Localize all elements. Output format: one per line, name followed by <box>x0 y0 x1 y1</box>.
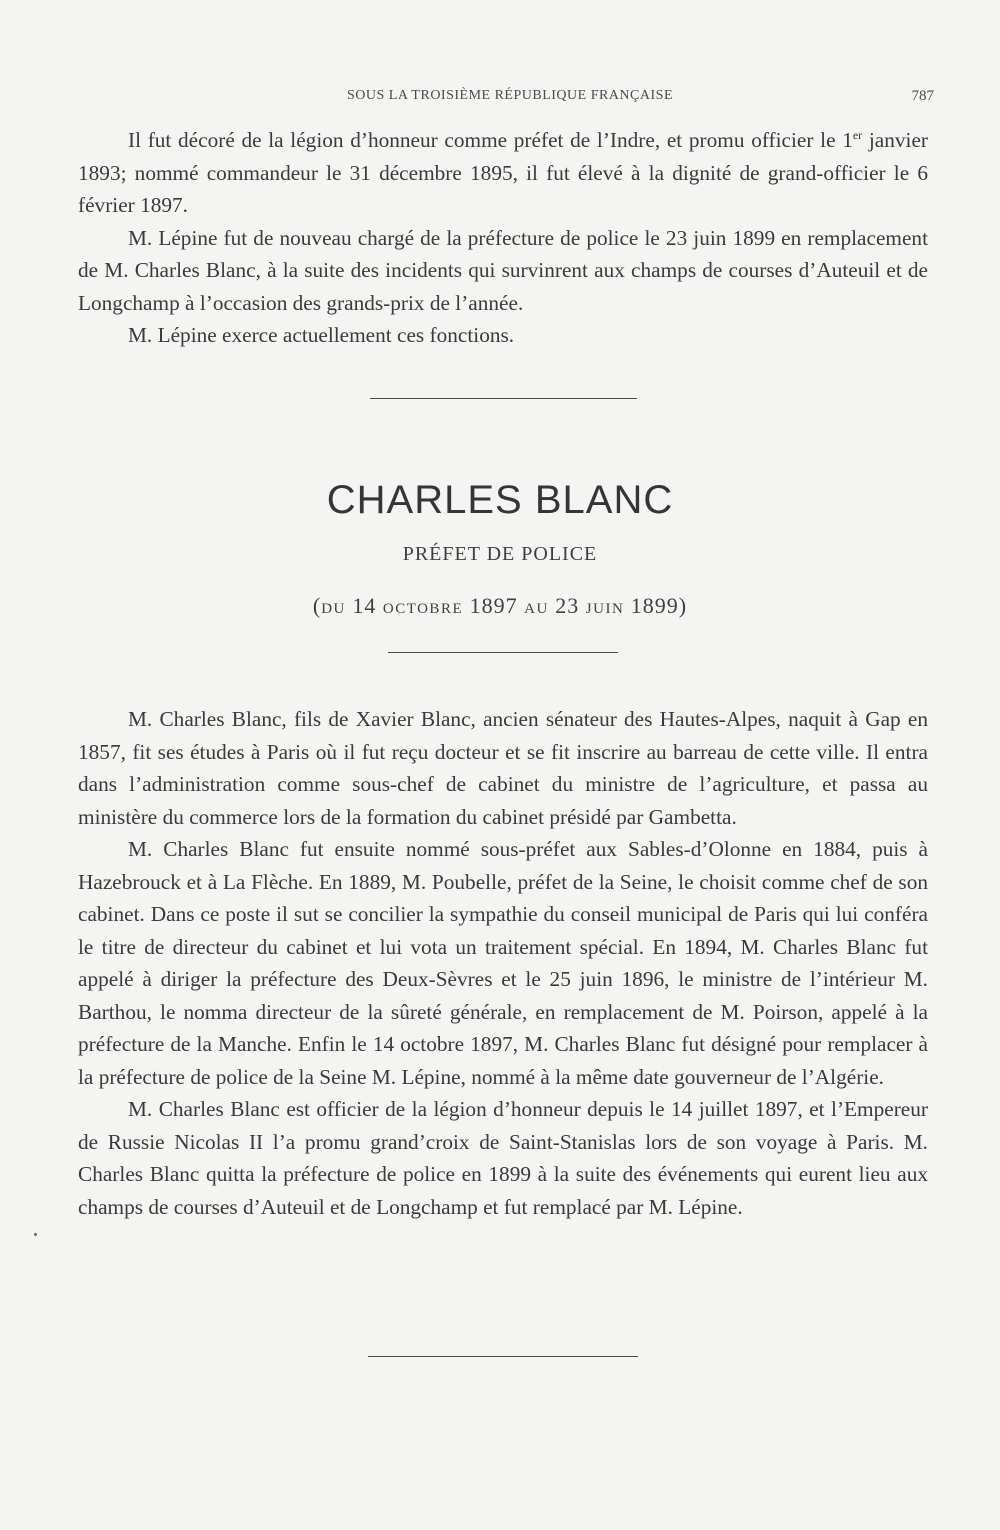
superscript-er: er <box>852 127 863 142</box>
section-dates <box>0 593 1000 619</box>
paragraph-text: Il fut décoré de la légion d’honneur comme préfet de l’Indre, et promu officier le 1 <box>128 128 853 152</box>
paragraph-lepine-current: M. Lépine exerce actuellement ces fonctions. <box>128 323 515 347</box>
dates-au: AU <box>524 601 549 617</box>
dates-year-end: 1899 <box>624 593 679 618</box>
title-underline <box>388 652 618 653</box>
section-divider-top <box>370 398 637 399</box>
dates-day-start: 14 <box>345 593 383 618</box>
paragraph-lepine-reappointed: M. Lépine fut de nouveau chargé de la préfecture de police le 23 juin 1899 en remplacement de M. Charles Blanc, à la suite des incidents qui survinrent aux champs de courses d’Auteuil et de Longchamp à l’occasion des grands-prix de l’année. <box>78 225 928 315</box>
dates-month-start: OCTOBRE <box>382 601 464 617</box>
margin-speck <box>34 1233 37 1236</box>
dates-open-paren: ( <box>312 593 322 618</box>
running-title: SOUS LA TROISIÈME RÉPUBLIQUE FRANÇAISE <box>347 88 673 103</box>
section-subtitle: PRÉFET DE POLICE <box>402 543 598 565</box>
dates-du: DU <box>321 601 346 617</box>
running-head <box>80 88 940 110</box>
paragraph-career: M. Charles Blanc fut ensuite nommé sous-préfet aux Sables-d’Olonne en 1884, puis à Hazebrouck et à La Flèche. En 1889, M. Poubelle, préfet de la Seine, le choisit comme chef de son cabinet. Dans ce poste il sut se concilier la sympathie du conseil municipal de Paris qui lui conféra le titre de directeur du cabinet et lui vota un traitement spécial. En 1894, M. Charles Blanc fut appelé à diriger la préfecture des Deux-Sèvres et le 25 juin 1896, le ministre de l’intérieur M. Barthou, le nomma directeur de la sûreté générale, en remplacement de M. Poirson, appelé à la préfecture de la Manche. Enfin le 14 octobre 1897, M. Charles Blanc fut désigné pour remplacer à la préfecture de police de la Seine M. Lépine, nommé à la même date gouverneur de l’Algérie. <box>78 837 928 1089</box>
page-number: 787 <box>911 88 934 104</box>
dates-day-end: 23 <box>548 593 586 618</box>
dates-close-paren: ) <box>678 593 688 618</box>
paragraph-early-life: M. Charles Blanc, fils de Xavier Blanc, ancien sénateur des Hautes-Alpes, naquit à Gap en 1857, fit ses études à Paris où il fut reçu docteur et se fit inscrire au barreau de cette ville. Il entra dans l’administration comme sous-chef de cabinet du ministre de l’agriculture, et passa au ministère du commerce lors de la formation du cabinet présidé par Gambetta. <box>78 707 928 829</box>
paragraph-decorations <box>78 124 928 222</box>
dates-year-start: 1897 <box>463 593 525 618</box>
dates-month-end: JUIN <box>585 601 625 617</box>
paragraph-text: janvier 1893; nommé commandeur le 31 décembre 1895, il fut élevé à la dignité de grand-officier le 6 février 1897. <box>78 128 928 217</box>
section-title: CHARLES BLANC <box>326 478 674 522</box>
intro-text <box>78 124 928 352</box>
section-divider-bottom <box>368 1356 638 1357</box>
paragraph-honours: M. Charles Blanc est officier de la légion d’honneur depuis le 14 juillet 1897, et l’Empereur de Russie Nicolas II l’a promu grand’croix de Saint-Stanislas lors de son voyage à Paris. M. Charles Blanc quitta la préfecture de police en 1899 à la suite des événements qui eurent lieu aux champs de courses d’Auteuil et de Longchamp et fut remplacé par M. Lépine. <box>78 1097 928 1219</box>
biography-text <box>78 703 928 1223</box>
